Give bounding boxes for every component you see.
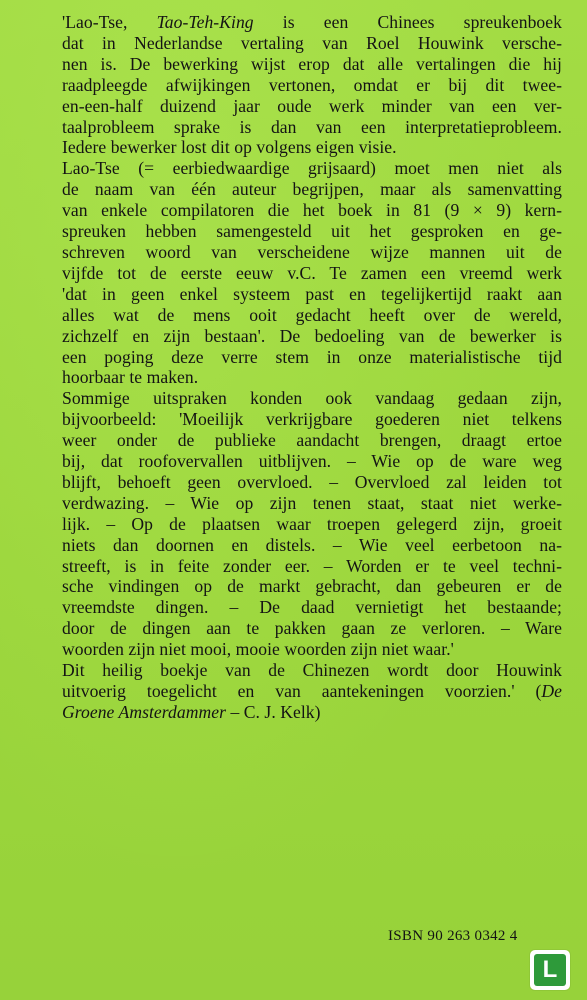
paragraph xyxy=(62,12,562,158)
text-line xyxy=(62,33,562,54)
text-run: bijvoorbeeld: 'Moeilijk verkrijgbare goederen niet telkens xyxy=(62,409,562,430)
text-line xyxy=(62,367,562,388)
paragraph xyxy=(62,158,562,388)
text-run: blijft, behoeft geen overvloed. – Overvloed zal leiden tot xyxy=(62,471,562,492)
text-run: van enkele compilatoren die het boek in 81 (9 × 9) kern- xyxy=(62,200,562,221)
text-line xyxy=(62,535,562,556)
text-run: woorden zijn niet mooi, mooie woorden zijn niet waar.' xyxy=(62,639,454,660)
text-line xyxy=(62,618,562,639)
text-line xyxy=(62,284,562,305)
italic-text: Groene Amsterdammer xyxy=(62,701,226,722)
text-line xyxy=(62,221,562,242)
text-line xyxy=(62,430,562,451)
text-line xyxy=(62,556,562,577)
text-line xyxy=(62,263,562,284)
text-run: de naam van één auteur begrijpen, maar als samenvatting xyxy=(62,179,562,200)
logo-letter: L xyxy=(534,954,566,986)
text-line xyxy=(62,409,562,430)
text-run: is een Chinees spreukenboek xyxy=(253,12,562,32)
text-run: – C. J. Kelk) xyxy=(226,701,321,722)
text-line xyxy=(62,200,562,221)
italic-text: Tao-Teh-King xyxy=(156,12,254,32)
blurb-text xyxy=(62,12,562,723)
text-run: weer onder de publieke aandacht brengen, draagt ertoe xyxy=(62,430,562,451)
text-run: alles wat de mens ooit gedacht heeft over de wereld, xyxy=(62,304,562,325)
text-run: bij, dat roofovervallen uitblijven. – Wie op de ware weg xyxy=(62,451,562,472)
text-run: vijfde tot de eerste eeuw v.C. Te zamen een vreemd werk xyxy=(62,262,562,283)
text-run: hoorbaar te maken. xyxy=(62,367,199,388)
text-run: niets dan doornen en distels. – Wie veel eerbetoon na- xyxy=(62,534,562,555)
text-run: Sommige uitspraken konden ook vandaag gedaan zijn, xyxy=(62,388,562,409)
text-run: zichzelf en zijn bestaan'. De bedoeling van de bewerker is xyxy=(62,325,562,346)
text-run: sche vindingen op de markt gebracht, dan gebeuren er de xyxy=(62,576,562,597)
text-line xyxy=(62,12,562,33)
paragraph xyxy=(62,388,562,660)
text-run: 'Lao-Tse, xyxy=(62,12,157,32)
italic-text: De xyxy=(541,681,562,701)
text-line xyxy=(62,514,562,535)
text-line xyxy=(62,305,562,326)
text-line xyxy=(62,54,562,75)
text-line xyxy=(62,660,562,681)
publisher-logo-icon xyxy=(530,950,570,990)
isbn-number: ISBN 90 263 0342 4 xyxy=(388,928,518,944)
text-line xyxy=(62,451,562,472)
text-line xyxy=(62,179,562,200)
text-line xyxy=(62,347,562,368)
text-line xyxy=(62,702,562,723)
text-run: uitvoerig toegelicht en van aantekeningen voorzien.' ( xyxy=(62,681,542,701)
text-run: dat in Nederlandse vertaling van Roel Houwink versche- xyxy=(62,32,562,53)
text-run: taalprobleem sprake is dan van een interpretatieprobleem. xyxy=(62,116,562,137)
text-run: door de dingen aan te pakken gaan ze verloren. – Ware xyxy=(62,618,562,639)
text-line xyxy=(62,96,562,117)
text-run: en-een-half duizend jaar oude werk minder van een ver- xyxy=(62,95,562,116)
text-line xyxy=(62,681,562,702)
text-line xyxy=(62,493,562,514)
text-run: een poging deze verre stem in onze materialistische tijd xyxy=(62,346,562,367)
text-line xyxy=(62,639,562,660)
text-run: Lao-Tse (= eerbiedwaardige grijsaard) moet men niet als xyxy=(62,158,562,179)
text-run: Iedere bewerker lost dit op volgens eigen visie. xyxy=(62,137,397,158)
text-run: verdwazing. – Wie op zijn tenen staat, staat niet werke- xyxy=(62,492,562,513)
text-line xyxy=(62,117,562,138)
text-run: streeft, is in feite zonder eer. – Worden er te veel techni- xyxy=(62,555,562,576)
text-line xyxy=(62,242,562,263)
text-line xyxy=(62,75,562,96)
text-run: schreven woord van verscheidene wijze mannen uit de xyxy=(62,241,562,262)
text-line xyxy=(62,158,562,179)
text-run: lijk. – Op de plaatsen waar troepen gelegerd zijn, groeit xyxy=(62,513,562,534)
text-line xyxy=(62,326,562,347)
text-run: Dit heilig boekje van de Chinezen wordt door Houwink xyxy=(62,660,562,681)
text-line xyxy=(62,388,562,409)
text-line xyxy=(62,472,562,493)
text-run: 'dat in geen enkel systeem past en tegelijkertijd raakt aan xyxy=(62,283,562,304)
text-run: nen is. De bewerking wijst erop dat alle vertalingen die hij xyxy=(62,53,562,74)
text-run: vreemdste dingen. – De daad vernietigt het bestaande; xyxy=(62,597,562,618)
text-line xyxy=(62,576,562,597)
text-run: raadpleegde afwijkingen vertonen, omdat er bij dit twee- xyxy=(62,74,562,95)
paragraph xyxy=(62,660,562,723)
text-line xyxy=(62,137,562,158)
text-line xyxy=(62,597,562,618)
text-run: spreuken hebben samengesteld uit het gesproken en ge- xyxy=(62,221,562,242)
